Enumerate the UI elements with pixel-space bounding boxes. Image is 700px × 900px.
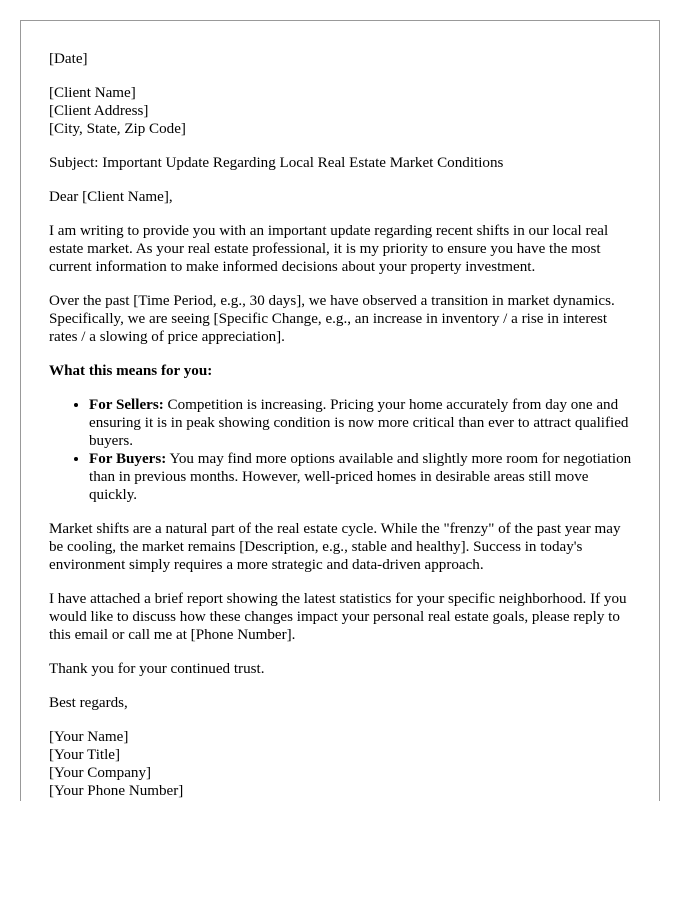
body-paragraph-market-cycle: Market shifts are a natural part of the real estate cycle. While the "frenzy" of the past year may be cooling, the market remains [Description, e.g., stable and healthy]. Success in today's environment simply requires a more strategic and data-driven approach.	[49, 521, 621, 573]
letter-date: [Date]	[49, 51, 88, 67]
implications-list	[49, 396, 636, 504]
list-item-text: You may find more options available and slightly more room for negotiation than in previous months. However, well-priced homes in desirable areas still move quickly.	[89, 451, 632, 503]
recipient-city-state-zip: [City, State, Zip Code]	[49, 121, 186, 137]
letter-body	[49, 50, 636, 816]
list-item-label: For Buyers:	[89, 451, 167, 467]
body-paragraph-intro: I am writing to provide you with an important update regarding recent shifts in our local real estate market. As your real estate professional, it is my priority to ensure you have the most current information to make informed decisions about your property investment.	[49, 223, 609, 275]
recipient-block	[49, 84, 636, 138]
recipient-name: [Client Name]	[49, 85, 136, 101]
salutation: Dear [Client Name],	[49, 189, 173, 205]
signature-title: [Your Title]	[49, 747, 121, 763]
body-paragraph-report: I have attached a brief report showing the latest statistics for your specific neighborhood. If you would like to discuss how these changes impact your personal real estate goals, please reply to this email or call me at [Phone Number].	[49, 591, 627, 643]
signature-name: [Your Name]	[49, 729, 129, 745]
list-item-label: For Sellers:	[89, 397, 164, 413]
body-paragraph-market-change: Over the past [Time Period, e.g., 30 days], we have observed a transition in market dynamics. Specifically, we are seeing [Specific Change, e.g., an increase in inventory / a rise in interest rates / a slowing of price appreciation].	[49, 293, 615, 345]
sign-off: Best regards,	[49, 695, 128, 711]
list-item-buyers	[89, 450, 636, 504]
section-heading: What this means for you:	[49, 363, 213, 379]
signature-company: [Your Company]	[49, 765, 152, 781]
list-item-text: Competition is increasing. Pricing your home accurately from day one and ensuring it is in peak showing condition is now more critical than ever to attract qualified buyers.	[89, 397, 629, 449]
recipient-address: [Client Address]	[49, 103, 149, 119]
subject-line: Subject: Important Update Regarding Local Real Estate Market Conditions	[49, 155, 504, 171]
signature-block	[49, 728, 636, 800]
list-item-sellers	[89, 396, 636, 450]
body-paragraph-thanks: Thank you for your continued trust.	[49, 661, 265, 677]
signature-phone: [Your Phone Number]	[49, 783, 184, 799]
letter-page	[20, 20, 660, 801]
